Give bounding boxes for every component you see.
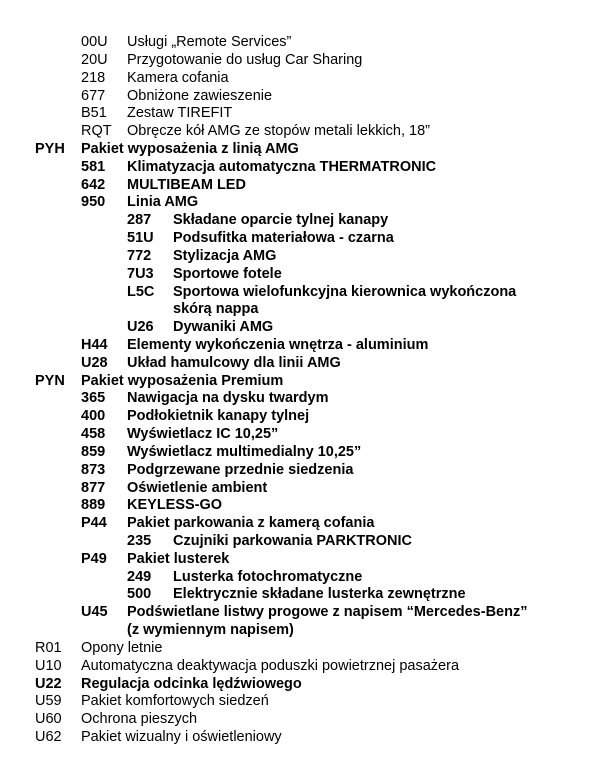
option-description: MULTIBEAM LED: [127, 176, 246, 193]
option-description: Podgrzewane przednie siedzenia: [127, 461, 354, 478]
option-description: Pakiet lusterek: [127, 550, 230, 567]
option-code: RQT: [81, 123, 112, 140]
option-code: U28: [81, 354, 108, 371]
option-code: 500: [127, 586, 152, 603]
option-description: Pakiet wizualny i oświetleniowy: [81, 729, 282, 745]
option-code: 950: [81, 194, 106, 211]
option-description: skórą nappa: [173, 301, 259, 318]
option-code: 51U: [127, 230, 154, 246]
option-description: Podświetlane listwy progowe z napisem “Mercedes-Benz”: [127, 604, 528, 621]
option-code: 581: [81, 158, 106, 175]
option-code: 365: [81, 390, 106, 407]
option-description: Usługi „Remote Services”: [127, 34, 292, 50]
option-code: 873: [81, 461, 106, 478]
option-description: Stylizacja AMG: [173, 247, 277, 264]
option-code: P44: [81, 515, 107, 532]
option-code: H44: [81, 336, 108, 353]
option-description: Czujniki parkowania PARKTRONIC: [173, 533, 413, 549]
option-code: 00U: [81, 34, 108, 50]
option-description: Lusterka fotochromatyczne: [173, 568, 363, 585]
option-description: Dywaniki AMG: [173, 319, 274, 336]
option-description: Pakiet parkowania z kamerą cofania: [127, 515, 375, 532]
option-code: 458: [81, 426, 106, 442]
option-code: 249: [127, 568, 152, 585]
option-code: U10: [35, 657, 62, 674]
option-code: U59: [35, 693, 62, 710]
option-code: 677: [81, 87, 106, 104]
option-description: Obręcze kół AMG ze stopów metali lekkich, 18”: [127, 123, 431, 140]
option-code: 218: [81, 69, 106, 86]
option-code: PYH: [35, 140, 65, 157]
option-code: 877: [81, 479, 106, 496]
option-description: Obniżone zawieszenie: [127, 87, 273, 104]
option-description: Klimatyzacja automatyczna THERMATRONIC: [127, 158, 437, 175]
option-description: Regulacja odcinka lędźwiowego: [81, 675, 302, 692]
option-code: U26: [127, 319, 154, 336]
option-description: Ochrona pieszych: [81, 711, 198, 728]
option-description: Kamera cofania: [127, 69, 229, 86]
option-code: 287: [127, 212, 152, 229]
option-description: Składane oparcie tylnej kanapy: [173, 212, 389, 229]
option-code: 20U: [81, 51, 108, 68]
option-description: Wyświetlacz IC 10,25”: [127, 426, 279, 442]
option-description: Pakiet wyposażenia z linią AMG: [81, 140, 299, 157]
option-description: Pakiet komfortowych siedzeń: [81, 693, 269, 710]
option-code: U62: [35, 729, 62, 745]
option-description: KEYLESS-GO: [127, 497, 223, 514]
option-code: U22: [35, 675, 62, 692]
option-code: 889: [81, 497, 106, 514]
option-code: L5C: [127, 283, 155, 300]
option-description: Przygotowanie do usług Car Sharing: [127, 51, 363, 68]
option-description: Automatyczna deaktywacja poduszki powietrznej pasażera: [81, 657, 460, 674]
option-code: 642: [81, 176, 106, 193]
option-description: (z wymiennym napisem): [127, 622, 294, 639]
option-code: U45: [81, 604, 108, 621]
option-description: Podsufitka materiałowa - czarna: [173, 230, 394, 246]
option-code: B51: [81, 105, 107, 122]
option-code: U60: [35, 711, 62, 728]
option-code: PYN: [35, 372, 65, 389]
option-description: Zestaw TIREFIT: [127, 105, 233, 122]
option-code: 7U3: [127, 265, 154, 282]
option-description: Układ hamulcowy dla linii AMG: [127, 354, 341, 371]
option-description: Podłokietnik kanapy tylnej: [127, 408, 310, 425]
option-code: 859: [81, 443, 106, 460]
option-description: Wyświetlacz multimedialny 10,25”: [127, 443, 362, 460]
option-description: Elementy wykończenia wnętrza - aluminium: [127, 336, 429, 353]
option-description: Elektrycznie składane lusterka zewnętrzne: [173, 586, 466, 603]
option-code: 235: [127, 533, 152, 549]
option-description: Nawigacja na dysku twardym: [127, 390, 329, 407]
option-description: Linia AMG: [127, 194, 199, 211]
option-description: Oświetlenie ambient: [127, 479, 268, 496]
option-code: R01: [35, 639, 62, 656]
option-description: Pakiet wyposażenia Premium: [81, 372, 284, 389]
option-description: Sportowe fotele: [173, 265, 282, 282]
option-description: Opony letnie: [81, 639, 163, 656]
option-code: 400: [81, 408, 106, 425]
option-code: P49: [81, 550, 107, 567]
option-description: Sportowa wielofunkcyjna kierownica wykończona: [173, 283, 517, 300]
option-code: 772: [127, 247, 152, 264]
